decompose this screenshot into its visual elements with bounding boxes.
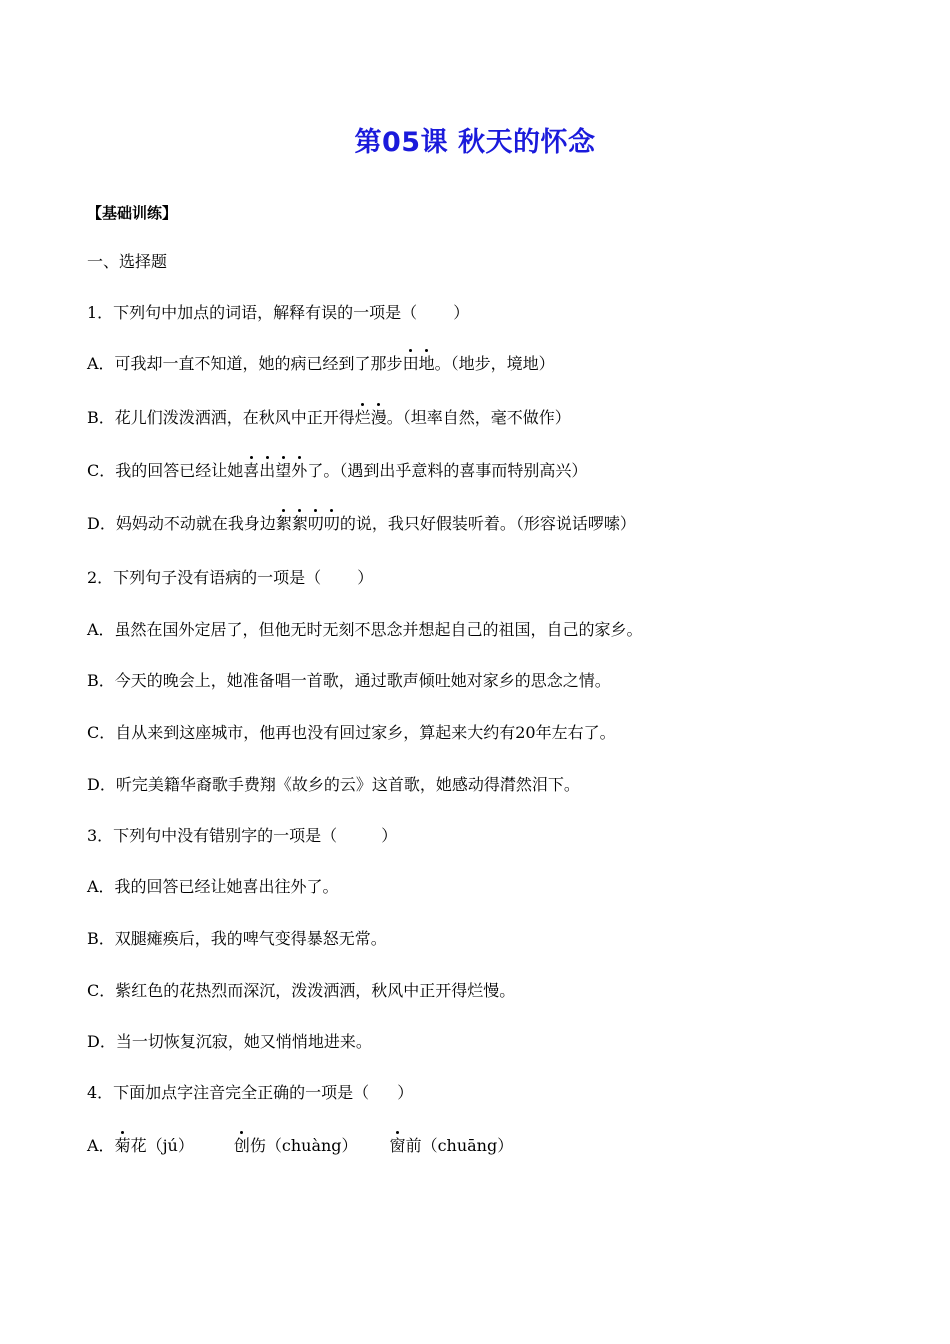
dotted-char: 叨: [323, 514, 340, 533]
option-text: C．我的回答已经让她: [87, 461, 244, 480]
dotted-char: 叨: [307, 514, 324, 533]
question-2-option-a: A．虽然在国外定居了，但他无时无刻不思念并想起自己的祖国，自己的家乡。: [87, 620, 643, 639]
question-1-option-a: [87, 354, 555, 374]
question-4-close-paren: ）: [397, 1083, 414, 1102]
dotted-char: 漫: [370, 408, 387, 427]
question-2-stem: [87, 568, 373, 588]
dotted-char: 烂: [354, 408, 371, 427]
dotted-char: 絮: [275, 514, 292, 533]
option-text: 。（地步，境地）: [434, 354, 555, 373]
question-2-option-c: C．自从来到这座城市，他再也没有回过家乡，算起来大约有20年左右了。: [87, 723, 616, 742]
option-text: A．可我却一直不知道，她的病已经到了那步: [87, 354, 403, 373]
question-1-option-d: [87, 514, 636, 534]
dotted-char: 创: [233, 1136, 250, 1155]
option-text: 的说，我只好假装听着。（形容说话啰嗦）: [339, 514, 636, 533]
dotted-char: 外: [291, 461, 308, 480]
dotted-char: 喜: [243, 461, 260, 480]
option-text: 前（chuāng）: [405, 1136, 514, 1155]
question-3-option-c: C．紫红色的花热烈而深沉，泼泼洒洒，秋风中正开得烂慢。: [87, 981, 516, 1000]
question-2-text: 2．下列句子没有语病的一项是（: [87, 568, 322, 587]
option-text: 伤（chuàng）: [249, 1136, 358, 1155]
dotted-char: 地: [418, 354, 435, 373]
option-text: D．妈妈动不动就在我身边: [87, 514, 276, 533]
question-1-close-paren: ）: [453, 303, 470, 322]
part-heading: 一、选择题: [87, 252, 168, 271]
option-text: B．花儿们泼泼洒洒，在秋风中正开得: [87, 408, 355, 427]
dotted-char: 菊: [114, 1136, 131, 1155]
question-4-text: 4．下面加点字注音完全正确的一项是（: [87, 1083, 370, 1102]
question-3-option-d: D．当一切恢复沉寂，她又悄悄地进来。: [87, 1032, 372, 1051]
option-text: 了。（遇到出乎意料的喜事而特别高兴）: [307, 461, 588, 480]
question-3-close-paren: ）: [381, 826, 398, 845]
dotted-char: 出: [259, 461, 276, 480]
dotted-char: 窗: [389, 1136, 406, 1155]
option-label: A．: [87, 1136, 115, 1155]
dotted-char: 田: [402, 354, 419, 373]
dotted-char: 絮: [291, 514, 308, 533]
question-3-stem: [87, 826, 397, 846]
question-4-option-a: [87, 1136, 513, 1156]
question-4-stem: [87, 1083, 413, 1103]
question-1-option-c: [87, 461, 587, 481]
question-1-option-b: [87, 408, 571, 428]
question-3-option-a: A．我的回答已经让她喜出往外了。: [87, 877, 339, 896]
option-text: 花（jú）: [130, 1136, 194, 1155]
question-3-option-b: B．双腿瘫痪后，我的啤气变得暴怒无常。: [87, 929, 387, 948]
question-1-text: 1．下列句中加点的词语，解释有误的一项是（: [87, 303, 418, 322]
dotted-char: 望: [275, 461, 292, 480]
question-3-text: 3．下列句中没有错别字的一项是（: [87, 826, 338, 845]
question-2-option-d: D．听完美籍华裔歌手费翔《故乡的云》这首歌，她感动得潸然泪下。: [87, 775, 580, 794]
page-title: 第05课 秋天的怀念: [354, 127, 596, 158]
question-2-close-paren: ）: [357, 568, 374, 587]
question-1-stem: [87, 303, 469, 323]
option-text: 。（坦率自然，毫不做作）: [386, 408, 571, 427]
question-2-option-b: B．今天的晚会上，她准备唱一首歌，通过歌声倾吐她对家乡的思念之情。: [87, 671, 611, 690]
section-heading: 【基础训练】: [87, 204, 178, 222]
